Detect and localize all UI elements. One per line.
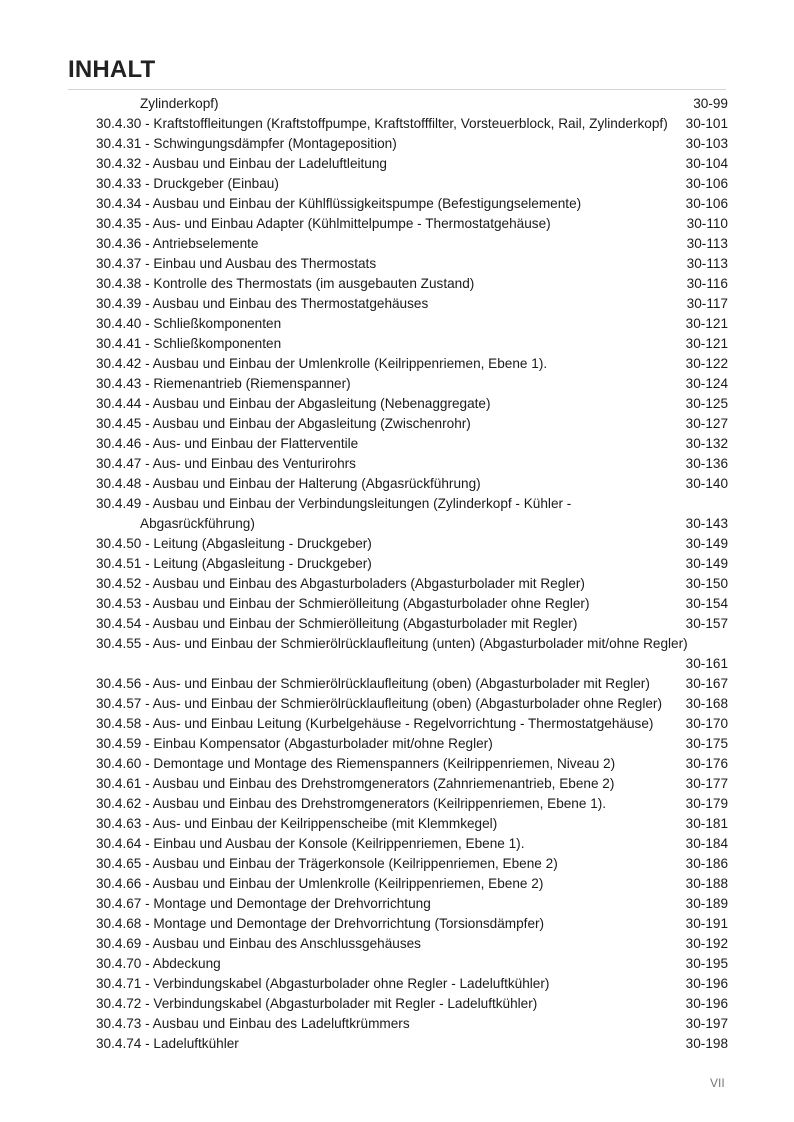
toc-entry [96, 614, 728, 634]
toc-entry-page: 30-157 [685, 616, 728, 631]
toc-entry [96, 594, 728, 614]
toc-entry-page: 30-198 [685, 1036, 728, 1051]
toc-entry [96, 814, 728, 834]
toc-entry-page: 30-103 [685, 136, 728, 151]
toc-entry-title: 30.4.34 - Ausbau und Einbau der Kühlflüssigkeitspumpe (Befestigungselemente) [96, 196, 582, 211]
toc-entry [96, 294, 728, 314]
toc-entry-title: 30.4.64 - Einbau und Ausbau der Konsole (Keilrippenriemen, Ebene 1). [96, 836, 525, 851]
toc-entry-page: 30-116 [686, 276, 728, 291]
toc-entry-title: 30.4.44 - Ausbau und Einbau der Abgasleitung (Nebenaggregate) [96, 396, 491, 411]
toc-entry-page: 30-179 [685, 796, 728, 811]
toc-entry-title: 30.4.30 - Kraftstoffleitungen (Kraftstoffpumpe, Kraftstofffilter, Vorsteuerblock, Rail, Zylinderkopf) [96, 116, 668, 131]
toc-entry-title: 30.4.67 - Montage und Demontage der Drehvorrichtung [96, 896, 431, 911]
toc-entry-page: 30-181 [685, 816, 728, 831]
toc-entry [96, 834, 728, 854]
toc-entry [96, 454, 728, 474]
toc-entry-page: 30-113 [686, 236, 728, 251]
toc-entry [96, 554, 728, 574]
toc-entry [96, 974, 728, 994]
toc-entry-page: 30-170 [685, 716, 728, 731]
toc-entry-title: 30.4.69 - Ausbau und Einbau des Anschlussgehäuses [96, 936, 421, 951]
toc-entry-title: Zylinderkopf) [140, 96, 219, 111]
page-number: VII [710, 1076, 725, 1090]
toc-entry-page: 30-184 [685, 836, 728, 851]
toc-entry-title: 30.4.40 - Schließkomponenten [96, 316, 282, 331]
toc-entry-page: 30-125 [685, 396, 728, 411]
toc-entry-page: 30-191 [685, 916, 728, 931]
toc-entry-title: 30.4.57 - Aus- und Einbau der Schmierölrücklaufleitung (oben) (Abgasturbolader ohne Regler) [96, 696, 662, 711]
toc-entry [96, 234, 728, 254]
toc-entry-title: 30.4.65 - Ausbau und Einbau der Trägerkonsole (Keilrippenriemen, Ebene 2) [96, 856, 558, 871]
toc-entry-title: 30.4.31 - Schwingungsdämpfer (Montageposition) [96, 136, 397, 151]
toc-entry-title: 30.4.35 - Aus- und Einbau Adapter (Kühlmittelpumpe - Thermostatgehäuse) [96, 216, 551, 231]
toc-entry-page: 30-197 [685, 1016, 728, 1031]
toc-entry-title: 30.4.37 - Einbau und Ausbau des Thermostats [96, 256, 377, 271]
toc-entry-title: 30.4.74 - Ladeluftkühler [96, 1036, 239, 1051]
toc-entry [96, 254, 728, 274]
toc-entry [96, 794, 728, 814]
toc-entry-page: 30-154 [685, 596, 728, 611]
toc-entry [96, 674, 728, 694]
toc-entry-page: 30-192 [685, 936, 728, 951]
toc-entry [96, 1014, 728, 1034]
toc-entry [96, 714, 728, 734]
toc-entry [96, 94, 728, 114]
toc-entry-title: 30.4.51 - Leitung (Abgasleitung - Druckgeber) [96, 556, 372, 571]
toc-entry-page: 30-177 [685, 776, 728, 791]
toc-entry-page: 30-161 [685, 656, 728, 671]
toc-entry [96, 1034, 728, 1054]
toc-entry-title: 30.4.68 - Montage und Demontage der Drehvorrichtung (Torsionsdämpfer) [96, 916, 545, 931]
toc-entry [96, 134, 728, 154]
toc-entry [96, 154, 728, 174]
toc-entry-title: Abgasrückführung) [140, 516, 255, 531]
toc-entry-page: 30-168 [685, 696, 728, 711]
toc-entry [96, 914, 728, 934]
toc-entry [96, 954, 728, 974]
toc-entry-title: 30.4.54 - Ausbau und Einbau der Schmierölleitung (Abgasturbolader mit Regler) [96, 616, 578, 631]
toc-entry-page: 30-176 [685, 756, 728, 771]
toc-entry-page: 30-175 [685, 736, 728, 751]
toc-entry-title: 30.4.48 - Ausbau und Einbau der Halterung (Abgasrückführung) [96, 476, 481, 491]
toc-entry [96, 994, 728, 1014]
toc-entry [96, 734, 728, 754]
toc-entry-title: 30.4.62 - Ausbau und Einbau des Drehstromgenerators (Keilrippenriemen, Ebene 1). [96, 796, 607, 811]
toc-entry-page: 30-127 [685, 416, 728, 431]
toc-entry [96, 274, 728, 294]
toc-entry [96, 574, 728, 594]
toc-entry-title: 30.4.61 - Ausbau und Einbau des Drehstromgenerators (Zahnriemenantrieb, Ebene 2) [96, 776, 615, 791]
toc-entry-title: 30.4.66 - Ausbau und Einbau der Umlenkrolle (Keilrippenriemen, Ebene 2) [96, 876, 544, 891]
toc-entry-page: 30-189 [685, 896, 728, 911]
toc-entry-title: 30.4.45 - Ausbau und Einbau der Abgasleitung (Zwischenrohr) [96, 416, 471, 431]
toc-entry-page: 30-149 [685, 556, 728, 571]
toc-entry-title: 30.4.71 - Verbindungskabel (Abgasturbolader ohne Regler - Ladeluftkühler) [96, 976, 550, 991]
toc-entry-page: 30-121 [685, 336, 728, 351]
toc-entry-title: 30.4.41 - Schließkomponenten [96, 336, 282, 351]
toc-entry-page: 30-99 [693, 96, 728, 111]
toc-entry [96, 354, 728, 374]
table-of-contents [96, 94, 728, 1054]
toc-entry-page: 30-167 [685, 676, 728, 691]
toc-entry-page: 30-106 [685, 196, 728, 211]
toc-entry [96, 854, 728, 874]
toc-entry [96, 394, 728, 414]
toc-entry-title: 30.4.58 - Aus- und Einbau Leitung (Kurbelgehäuse - Regelvorrichtung - Thermostatgehäuse) [96, 716, 654, 731]
toc-entry-title: 30.4.59 - Einbau Kompensator (Abgasturbolader mit/ohne Regler) [96, 736, 493, 751]
toc-entry-title: 30.4.56 - Aus- und Einbau der Schmierölrücklaufleitung (oben) (Abgasturbolader mit Regler) [96, 676, 650, 691]
toc-entry [96, 694, 728, 714]
toc-entry-page: 30-195 [685, 956, 728, 971]
toc-entry-title: 30.4.39 - Ausbau und Einbau des Thermostatgehäuses [96, 296, 429, 311]
toc-entry [96, 334, 728, 354]
toc-entry-page: 30-122 [685, 356, 728, 371]
toc-entry-title: 30.4.32 - Ausbau und Einbau der Ladeluftleitung [96, 156, 387, 171]
toc-entry [96, 754, 728, 774]
toc-entry-page: 30-121 [685, 316, 728, 331]
toc-entry-page: 30-110 [686, 216, 728, 231]
toc-entry [96, 314, 728, 334]
toc-entry [96, 774, 728, 794]
toc-entry-page: 30-196 [685, 996, 728, 1011]
toc-entry-title: 30.4.33 - Druckgeber (Einbau) [96, 176, 279, 191]
toc-entry-title: 30.4.36 - Antriebselemente [96, 236, 259, 251]
toc-entry-page: 30-140 [685, 476, 728, 491]
toc-entry-page: 30-149 [685, 536, 728, 551]
toc-entry [96, 494, 728, 514]
toc-entry-title: 30.4.55 - Aus- und Einbau der Schmierölrücklaufleitung (unten) (Abgasturbolader mit/ohne Regler) [96, 636, 688, 651]
toc-entry-page: 30-104 [685, 156, 728, 171]
toc-entry-title: 30.4.60 - Demontage und Montage des Riemenspanners (Keilrippenriemen, Niveau 2) [96, 756, 616, 771]
toc-entry [96, 934, 728, 954]
toc-entry [96, 894, 728, 914]
toc-entry-title: 30.4.50 - Leitung (Abgasleitung - Druckgeber) [96, 536, 372, 551]
toc-entry-title: 30.4.63 - Aus- und Einbau der Keilrippenscheibe (mit Klemmkegel) [96, 816, 498, 831]
toc-entry-page: 30-117 [686, 296, 728, 311]
toc-entry-title: 30.4.38 - Kontrolle des Thermostats (im ausgebauten Zustand) [96, 276, 475, 291]
toc-entry [96, 874, 728, 894]
toc-entry [96, 434, 728, 454]
toc-entry [96, 214, 728, 234]
toc-entry [96, 374, 728, 394]
toc-entry-title: 30.4.72 - Verbindungskabel (Abgasturbolader mit Regler - Ladeluftkühler) [96, 996, 538, 1011]
toc-entry-title: 30.4.53 - Ausbau und Einbau der Schmierölleitung (Abgasturbolader ohne Regler) [96, 596, 590, 611]
toc-entry-title: 30.4.47 - Aus- und Einbau des Venturirohrs [96, 456, 356, 471]
toc-entry [96, 414, 728, 434]
toc-entry-title: 30.4.70 - Abdeckung [96, 956, 221, 971]
toc-entry-title: 30.4.49 - Ausbau und Einbau der Verbindungsleitungen (Zylinderkopf - Kühler - [96, 496, 572, 511]
toc-entry [96, 194, 728, 214]
toc-entry-page: 30-113 [686, 256, 728, 271]
toc-entry-title: 30.4.43 - Riemenantrieb (Riemenspanner) [96, 376, 351, 391]
toc-entry-page: 30-186 [685, 856, 728, 871]
toc-entry-title: 30.4.52 - Ausbau und Einbau des Abgasturboladers (Abgasturbolader mit Regler) [96, 576, 585, 591]
toc-entry-page: 30-136 [685, 456, 728, 471]
toc-entry-page: 30-106 [685, 176, 728, 191]
toc-entry [96, 534, 728, 554]
title-divider [68, 89, 726, 90]
toc-entry-page: 30-143 [685, 516, 728, 531]
toc-entry-page: 30-188 [685, 876, 728, 891]
toc-entry-title: 30.4.46 - Aus- und Einbau der Flatterventile [96, 436, 359, 451]
toc-entry [96, 114, 728, 134]
toc-entry [96, 474, 728, 494]
toc-entry-page: 30-150 [685, 576, 728, 591]
toc-entry [96, 654, 728, 674]
toc-entry-page: 30-196 [685, 976, 728, 991]
toc-entry-page: 30-132 [685, 436, 728, 451]
toc-entry [96, 634, 728, 654]
page-title: INHALT [68, 56, 156, 83]
toc-entry [96, 514, 728, 534]
toc-entry-page: 30-124 [685, 376, 728, 391]
toc-entry-title: 30.4.73 - Ausbau und Einbau des Ladeluftkrümmers [96, 1016, 410, 1031]
toc-entry [96, 174, 728, 194]
toc-entry-title: 30.4.42 - Ausbau und Einbau der Umlenkrolle (Keilrippenriemen, Ebene 1). [96, 356, 548, 371]
toc-entry-page: 30-101 [685, 116, 728, 131]
